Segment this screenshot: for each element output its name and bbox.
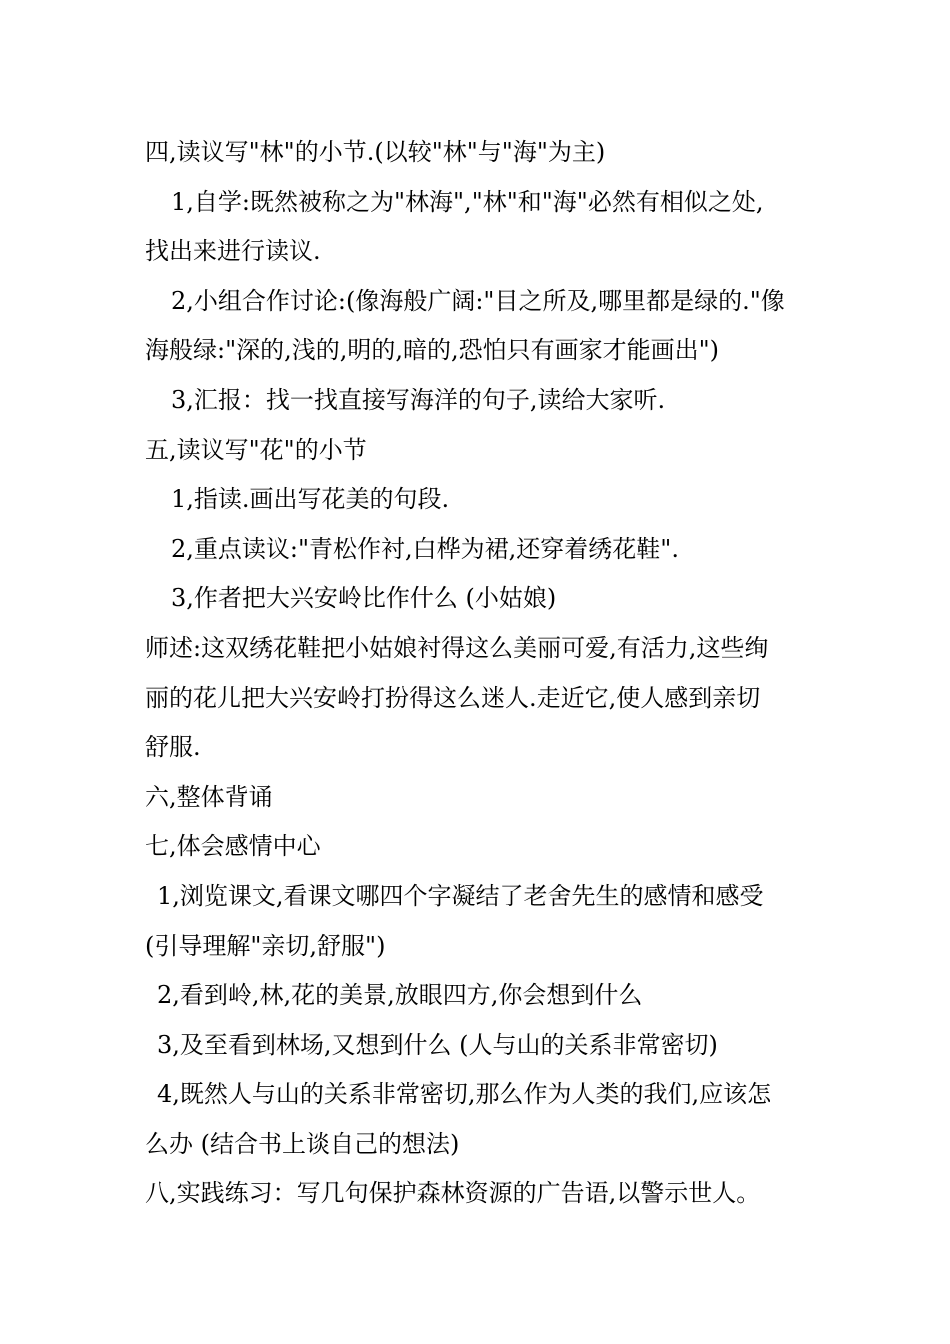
list-item: 2,小组合作讨论:(像海般广阔:"目之所及,哪里都是绿的."像	[171, 286, 785, 315]
paragraph-continuation: 舒服.	[145, 733, 201, 762]
list-item-continuation: 么办 (结合书上谈自己的想法)	[145, 1129, 460, 1158]
list-item-continuation: (引导理解"亲切,舒服")	[145, 931, 386, 960]
section-heading: 八,实践练习：写几句保护森林资源的广告语,以警示世人。	[145, 1179, 761, 1208]
list-item: 3,作者把大兴安岭比作什么 (小姑娘)	[171, 584, 557, 613]
section-heading: 四,读议写"林"的小节.(以较"林"与"海"为主)	[145, 138, 606, 166]
list-item: 2,看到岭,林,花的美景,放眼四方,你会想到什么	[157, 981, 643, 1010]
list-item: 4,既然人与山的关系非常密切,那么作为人类的我们,应该怎	[157, 1080, 772, 1109]
section-heading: 六,整体背诵	[145, 782, 273, 811]
list-item: 2,重点读议:"青松作衬,白桦为裙,还穿着绣花鞋".	[171, 534, 679, 563]
section-heading: 七,体会感情中心	[145, 832, 321, 861]
list-item: 3,及至看到林场,又想到什么 (人与山的关系非常密切)	[157, 1030, 718, 1059]
section-heading: 五,读议写"花"的小节	[145, 435, 367, 464]
list-item: 3,汇报：找一找直接写海洋的句子,读给大家听.	[171, 385, 666, 414]
document-body	[145, 128, 810, 1219]
list-item: 1,浏览课文,看课文哪四个字凝结了老舍先生的感情和感受	[157, 881, 764, 910]
list-item-continuation: 找出来进行读议.	[145, 237, 321, 266]
list-item: 1,自学:既然被称之为"林海","林"和"海"必然有相似之处,	[171, 187, 764, 216]
list-item-continuation: 海般绿:"深的,浅的,明的,暗的,恐怕只有画家才能画出")	[145, 336, 720, 365]
list-item: 1,指读.画出写花美的句段.	[171, 485, 450, 514]
paragraph: 师述:这双绣花鞋把小姑娘衬得这么美丽可爱,有活力,这些绚	[145, 633, 769, 662]
paragraph-continuation: 丽的花儿把大兴安岭打扮得这么迷人.走近它,使人感到亲切	[145, 683, 761, 712]
